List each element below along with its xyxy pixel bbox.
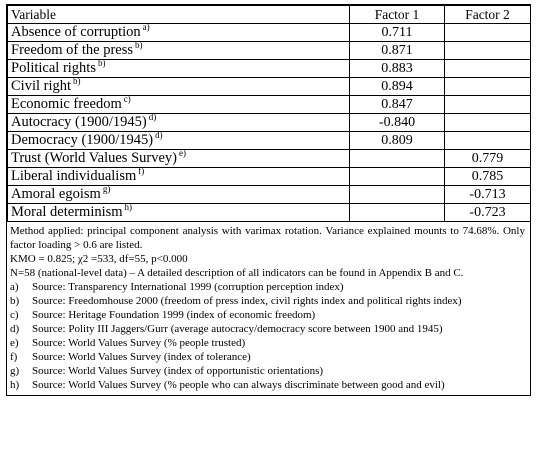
table-header: [8, 6, 531, 24]
table-row: [8, 204, 531, 222]
kmo-note: KMO = 0.825; χ2 =533, df=55, p<0.000: [10, 253, 188, 265]
table-row: [8, 132, 531, 150]
footnote-marker: b): [73, 77, 81, 87]
variable-cell: [8, 24, 350, 42]
variable-name: Trust (World Values Survey): [11, 150, 177, 166]
header-factor-1: Factor 1: [350, 6, 445, 24]
factor-2-loading: 0.779: [445, 150, 531, 168]
variable-cell: [8, 168, 350, 186]
footnote-marker: d): [155, 131, 163, 141]
source-text: Source: Freedomhouse 2000 (freedom of press index, civil rights index and political rights index): [32, 295, 462, 307]
source-text: Source: Heritage Foundation 1999 (index of economic freedom): [32, 309, 316, 321]
table-row: [8, 24, 531, 42]
variable-name: Absence of corruption: [11, 24, 141, 40]
variable-name: Democracy (1900/1945): [11, 132, 154, 148]
footnote-marker: h): [124, 203, 133, 213]
variable-name: Moral determinism: [11, 204, 123, 220]
factor-2-loading: -0.713: [445, 186, 531, 204]
factor-2-loading: [445, 114, 531, 132]
table-row: [8, 42, 531, 60]
source-text: Source: Transparency International 1999 (corruption perception index): [32, 281, 344, 293]
source-note: [10, 280, 525, 294]
footnote-marker: d): [148, 113, 157, 123]
variable-cell: [8, 204, 350, 222]
footnote-marker: b): [135, 41, 143, 51]
source-label: d): [10, 323, 20, 335]
factor-1-loading: 0.711: [350, 24, 445, 42]
header-factor-2: Factor 2: [445, 6, 531, 24]
footnote-marker: g): [102, 185, 111, 195]
source-note: [10, 336, 525, 350]
factor-2-loading: [445, 78, 531, 96]
source-note: [10, 322, 525, 336]
variable-name: Freedom of the press: [11, 42, 134, 58]
table-body: [8, 24, 531, 222]
factor-1-loading: [350, 186, 445, 204]
variable-cell: [8, 42, 350, 60]
factor-1-loading: [350, 150, 445, 168]
factor-1-loading: 0.871: [350, 42, 445, 60]
factor-2-loading: [445, 60, 531, 78]
table-row: [8, 168, 531, 186]
source-text: Source: World Values Survey (% people who can always discriminate between good and evil): [32, 379, 445, 391]
variable-cell: [8, 78, 350, 96]
source-note: [10, 350, 525, 364]
factor-1-loading: 0.847: [350, 96, 445, 114]
factor-2-loading: [445, 132, 531, 150]
variable-name: Liberal individualism: [11, 168, 137, 184]
header-variable: Variable: [8, 6, 350, 24]
source-label: h): [10, 379, 20, 391]
variable-cell: [8, 60, 350, 78]
source-note: [10, 364, 525, 378]
source-text: Source: World Values Survey (% people trusted): [32, 337, 246, 349]
footnote-marker: f): [138, 167, 145, 177]
factor-analysis-document: [6, 4, 531, 396]
header-row: [8, 6, 531, 24]
table-row: [8, 78, 531, 96]
source-label: b): [10, 295, 20, 307]
source-note: [10, 308, 525, 322]
variable-cell: [8, 132, 350, 150]
source-note: [10, 294, 525, 308]
table-notes: [7, 222, 530, 395]
factor-1-loading: [350, 168, 445, 186]
table-row: [8, 60, 531, 78]
variable-name: Amoral egoism: [11, 186, 101, 202]
footnote-marker: e): [179, 149, 186, 159]
factor-2-loading: 0.785: [445, 168, 531, 186]
factor-1-loading: [350, 204, 445, 222]
variable-cell: [8, 114, 350, 132]
factor-loadings-table: [7, 5, 531, 222]
source-label: e): [10, 337, 19, 349]
sample-note: N=58 (national-level data) – A detailed description of all indicators can be found in Appendix B and C.: [10, 267, 464, 279]
factor-1-loading: 0.809: [350, 132, 445, 150]
source-label: f): [10, 351, 18, 363]
source-text: Source: World Values Survey (index of tolerance): [32, 351, 251, 363]
sources-list: [10, 280, 525, 392]
table-row: [8, 186, 531, 204]
variable-cell: [8, 150, 350, 168]
source-label: a): [10, 281, 19, 293]
factor-1-loading: -0.840: [350, 114, 445, 132]
source-label: c): [10, 309, 19, 321]
footnote-marker: c): [123, 95, 131, 105]
source-text: Source: World Values Survey (index of opportunistic orientations): [32, 365, 324, 377]
source-label: g): [10, 365, 20, 377]
table-row: [8, 150, 531, 168]
variable-name: Political rights: [11, 60, 96, 76]
method-note: Method applied: principal component analysis with varimax rotation. Variance explained mounts to 74.68%. Only factor loading > 0.6 are listed.: [10, 225, 525, 251]
table-row: [8, 96, 531, 114]
source-text: Source: Polity III Jaggers/Gurr (average autocracy/democracy score between 1900 and 1945): [32, 323, 443, 335]
factor-1-loading: 0.894: [350, 78, 445, 96]
variable-cell: [8, 96, 350, 114]
source-note: [10, 378, 525, 392]
table-row: [8, 114, 531, 132]
variable-name: Civil right: [11, 78, 72, 94]
footnote-marker: b): [97, 59, 106, 69]
variable-name: Economic freedom: [11, 96, 122, 112]
factor-2-loading: -0.723: [445, 204, 531, 222]
factor-2-loading: [445, 24, 531, 42]
factor-2-loading: [445, 42, 531, 60]
variable-cell: [8, 186, 350, 204]
factor-1-loading: 0.883: [350, 60, 445, 78]
footnote-marker: a): [142, 23, 150, 33]
factor-2-loading: [445, 96, 531, 114]
variable-name: Autocracy (1900/1945): [11, 114, 147, 130]
